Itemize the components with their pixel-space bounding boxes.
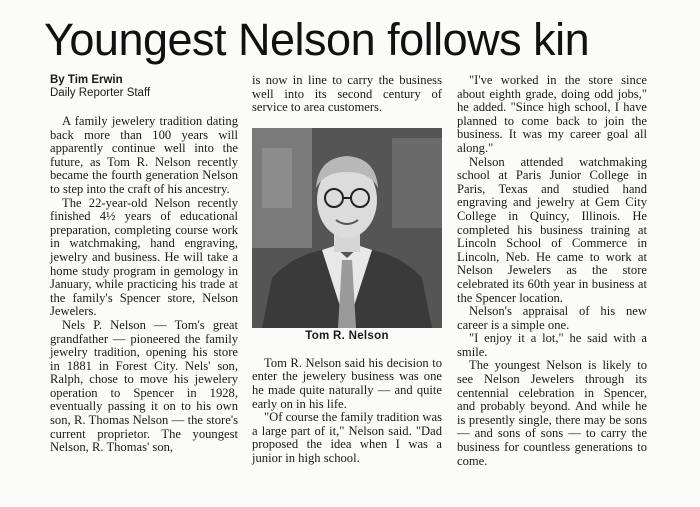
paragraph: The 22-year-old Nelson recently finished 4½ years of educational preparation, completing course work in watchmaking, hand engraving, jewelry and business. He will take a home study program in gemology in January, while practicing his trade at the family's Spencer store, Nelson Jewelers. <box>50 195 238 319</box>
portrait-photo <box>252 128 442 328</box>
paragraph: Tom R. Nelson said his decision to enter the jewelery business was one he made quite naturally — and quite early on in his life. <box>252 355 442 411</box>
headline: Youngest Nelson follows kin <box>44 14 590 65</box>
article-column-3 <box>457 74 647 468</box>
article-column-2 <box>252 74 442 466</box>
paragraph: "Of course the family tradition was a large part of it," Nelson said. "Dad proposed the idea when I was a junior in high school. <box>252 410 442 465</box>
byline-author: By Tim Erwin <box>50 74 123 86</box>
paragraph: Nels P. Nelson — Tom's great grandfather — pioneered the family jewelry tradition, opening his store in 1881 in Forest City. Nels' son, Ralph, chose to move his jewelery operation to Spencer in 1928, eventually passing it on to his own son, R. Thomas Nelson — the store's current proprietor. The youngest Nelson, R. Thomas' son, <box>50 317 238 455</box>
paragraph: "I enjoy it a lot," he said with a smile. <box>457 331 647 359</box>
paragraph: is now in line to carry the business well into its second century of service to area customers. <box>252 73 442 115</box>
byline-staff: Daily Reporter Staff <box>50 87 151 99</box>
article-column-1 <box>50 74 238 455</box>
paragraph: "I've worked in the store since about eighth grade, doing odd jobs," he added. "Since high school, I have planned to come back to join the business. It was my career goal all along." <box>457 73 647 155</box>
paragraph: A family jewelery tradition dating back more than 100 years will apparently continue well into the future, as Tom R. Nelson recently became the fourth generation Nelson to step into the craft of his ancestry. <box>50 114 238 196</box>
paragraph: Nelson attended watchmaking school at Paris Junior College in Paris, Texas and studied hand engraving and jewelry at Gem City College in Quincy, Illinois. He completed his business training at Lincoln School of Commerce in Lincoln, Neb. He came to work at Nelson Jewelers as the store celebrated its 60th year in business at the Spencer location. <box>457 154 647 305</box>
paragraph: The youngest Nelson is likely to see Nelson Jewelers through its centennial celebration in Spencer, and probably beyond. And while he is presently single, there may be sons — and sons of sons — to carry the business for countless generations to come. <box>457 358 647 468</box>
photo-caption: Tom R. Nelson <box>305 329 389 342</box>
paragraph: Nelson's appraisal of his new career is a simple one. <box>457 304 647 332</box>
portrait-illustration <box>252 128 442 328</box>
